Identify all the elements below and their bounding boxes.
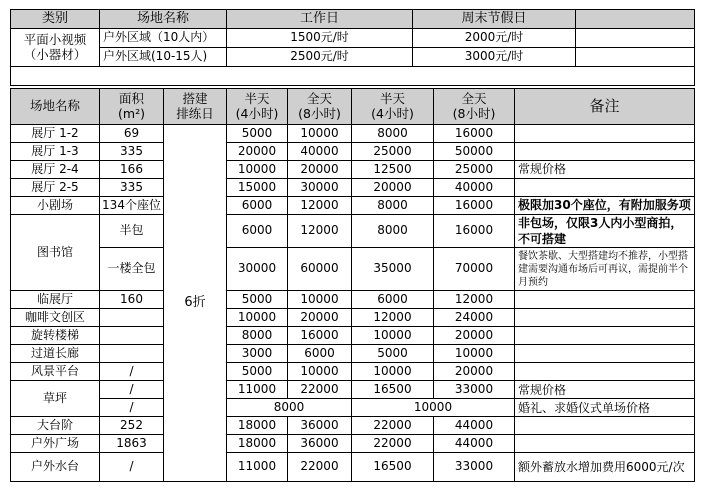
- table-row: [11, 248, 695, 291]
- price-cell: 30000: [288, 179, 352, 197]
- price-cell: 44000: [434, 435, 515, 453]
- header-category: 类别: [11, 10, 100, 29]
- price-cell: 16000: [434, 125, 515, 143]
- remark-cell: [515, 143, 695, 161]
- area-cell: 69: [100, 125, 164, 143]
- area-cell: 166: [100, 161, 164, 179]
- table-row: [11, 291, 695, 309]
- pricing-table-venues: [10, 88, 695, 482]
- price-cell: 16000: [434, 215, 515, 248]
- price-cell: 70000: [434, 248, 515, 291]
- price-cell: 3000: [227, 345, 288, 363]
- header-blank: [576, 10, 695, 29]
- price-cell: 11000: [227, 381, 288, 399]
- remark-cell: [515, 179, 695, 197]
- price-cell: 6000: [288, 345, 352, 363]
- price-cell: 36000: [288, 417, 352, 435]
- price-cell: 25000: [434, 161, 515, 179]
- remark-cell: [515, 417, 695, 435]
- table-row: [11, 125, 695, 143]
- remark-cell: 额外蓄放水增加费用6000元/次: [515, 453, 695, 482]
- price-cell: 10000: [434, 345, 515, 363]
- remark-cell: 常规价格: [515, 381, 695, 399]
- header-venue-name: 场地名称: [100, 10, 227, 29]
- area-cell: /: [100, 453, 164, 482]
- area-cell: 335: [100, 143, 164, 161]
- price-cell: 6000: [352, 291, 434, 309]
- area-cell: 252: [100, 417, 164, 435]
- price-cell: 16500: [352, 381, 434, 399]
- price-cell: 22000: [352, 435, 434, 453]
- table-row: [11, 363, 695, 381]
- price-cell: 12000: [288, 215, 352, 248]
- price-cell: 44000: [434, 417, 515, 435]
- price-cell: 10000: [352, 363, 434, 381]
- header-weekend-half: 半天 (4小时): [352, 89, 434, 125]
- price-cell: 8000: [352, 197, 434, 215]
- weekend-price: 3000元/时: [413, 48, 576, 67]
- spacer-cell: [11, 67, 695, 86]
- price-cell: 20000: [352, 179, 434, 197]
- header-remarks: 备注: [515, 89, 695, 125]
- table-row: [11, 345, 695, 363]
- price-cell: 25000: [352, 143, 434, 161]
- price-cell: 10000: [227, 161, 288, 179]
- price-cell: 10000: [352, 327, 434, 345]
- price-cell-merged: 10000: [352, 399, 515, 417]
- price-cell: 35000: [352, 248, 434, 291]
- price-cell: 10000: [288, 125, 352, 143]
- price-cell: 12000: [352, 309, 434, 327]
- header-weekday-full: 全天 (8小时): [288, 89, 352, 125]
- price-cell: 10000: [288, 291, 352, 309]
- price-cell: 18000: [227, 417, 288, 435]
- table-row: [11, 399, 695, 417]
- area-cell: 1863: [100, 435, 164, 453]
- area-cell: [100, 327, 164, 345]
- area-cell: 160: [100, 291, 164, 309]
- remark-cell: [515, 125, 695, 143]
- header-weekend-full: 全天 (8小时): [434, 89, 515, 125]
- venue-cell: 户外区域（10人内）: [100, 29, 227, 48]
- remark-cell: 常规价格: [515, 161, 695, 179]
- header-setup-day: 搭建 排练日: [164, 89, 227, 125]
- area-cell: /: [100, 363, 164, 381]
- price-cell: 11000: [227, 453, 288, 482]
- table-row: [11, 327, 695, 345]
- venue-cell: 过道长廊: [11, 345, 100, 363]
- price-cell: 15000: [227, 179, 288, 197]
- price-cell: 16000: [434, 197, 515, 215]
- remark-cell: 非包场，仅限3人内小型商拍，不可搭建: [515, 215, 695, 248]
- area-cell: /: [100, 399, 164, 417]
- area-cell: 一楼全包: [100, 248, 164, 291]
- table-row: [11, 435, 695, 453]
- area-cell: /: [100, 381, 164, 399]
- table-row: [11, 309, 695, 327]
- venue-cell: 展厅 1-3: [11, 143, 100, 161]
- venue-cell: 展厅 1-2: [11, 125, 100, 143]
- price-cell: 33000: [434, 381, 515, 399]
- price-cell: 12000: [288, 197, 352, 215]
- venue-cell: 旋转楼梯: [11, 327, 100, 345]
- category-cell: 平面小视频 （小器材）: [11, 29, 100, 67]
- price-cell: 5000: [227, 125, 288, 143]
- price-cell: 20000: [288, 161, 352, 179]
- venue-cell: 展厅 2-4: [11, 161, 100, 179]
- header-area: 面积 (m²): [100, 89, 164, 125]
- price-cell: 12000: [434, 291, 515, 309]
- price-cell: 30000: [227, 248, 288, 291]
- price-cell: 20000: [434, 327, 515, 345]
- setup-discount-cell: 6折: [164, 125, 227, 482]
- price-cell: 20000: [434, 363, 515, 381]
- venue-cell: 大台阶: [11, 417, 100, 435]
- remark-cell: [515, 309, 695, 327]
- weekend-price: 2000元/时: [413, 29, 576, 48]
- venue-cell: 展厅 2-5: [11, 179, 100, 197]
- header-row: [11, 89, 695, 125]
- venue-cell: 小剧场: [11, 197, 100, 215]
- weekday-price: 1500元/时: [227, 29, 413, 48]
- remark-cell: 婚礼、求婚仪式单场价格: [515, 399, 695, 417]
- price-cell: 18000: [227, 435, 288, 453]
- remark-cell: 极限加30个座位，有附加服务项: [515, 197, 695, 215]
- price-cell: 5000: [227, 363, 288, 381]
- area-cell: 134个座位: [100, 197, 164, 215]
- venue-cell: 临展厅: [11, 291, 100, 309]
- price-cell: 20000: [288, 309, 352, 327]
- price-cell: 8000: [352, 215, 434, 248]
- table-row: [11, 215, 695, 248]
- area-cell: [100, 309, 164, 327]
- header-weekend-holiday: 周末节假日: [413, 10, 576, 29]
- price-cell: 10000: [288, 363, 352, 381]
- empty-cell: [576, 48, 695, 67]
- price-cell: 5000: [352, 345, 434, 363]
- table-row: [11, 197, 695, 215]
- price-cell: 22000: [288, 453, 352, 482]
- venue-cell: 户外广场: [11, 435, 100, 453]
- table-row: [11, 417, 695, 435]
- area-cell: 半包: [100, 215, 164, 248]
- header-weekday-half: 半天 (4小时): [227, 89, 288, 125]
- venue-cell: 风景平台: [11, 363, 100, 381]
- price-cell: 8000: [227, 327, 288, 345]
- price-cell: 24000: [434, 309, 515, 327]
- price-cell: 6000: [227, 197, 288, 215]
- remark-cell: [515, 291, 695, 309]
- table-row: [11, 381, 695, 399]
- remark-cell: 餐饮茶歇、大型搭建均不推荐，小型搭建需要沟通布场后可再议，需提前半个月预约: [515, 248, 695, 291]
- remark-cell: [515, 363, 695, 381]
- price-cell: 12500: [352, 161, 434, 179]
- price-cell: 60000: [288, 248, 352, 291]
- price-cell: 5000: [227, 291, 288, 309]
- empty-cell: [576, 29, 695, 48]
- price-cell: 33000: [434, 453, 515, 482]
- price-cell: 16000: [288, 327, 352, 345]
- table-row: [11, 453, 695, 482]
- header-row: [11, 10, 695, 29]
- table-row: [11, 179, 695, 197]
- price-cell: 16500: [352, 453, 434, 482]
- header-venue-name: 场地名称: [11, 89, 100, 125]
- price-cell: 20000: [227, 143, 288, 161]
- venue-cell: 户外区域(10-15人): [100, 48, 227, 67]
- venue-cell: 户外水台: [11, 453, 100, 482]
- table-row: [11, 143, 695, 161]
- table-row: [11, 29, 695, 48]
- table-row: [11, 48, 695, 67]
- remark-cell: [515, 345, 695, 363]
- price-cell: 22000: [352, 417, 434, 435]
- venue-cell: 咖啡文创区: [11, 309, 100, 327]
- price-cell: 40000: [434, 179, 515, 197]
- venue-cell: 草坪: [11, 381, 100, 417]
- header-weekday: 工作日: [227, 10, 413, 29]
- remark-cell: [515, 435, 695, 453]
- price-cell: 8000: [352, 125, 434, 143]
- price-cell-merged: 8000: [227, 399, 352, 417]
- remark-cell: [515, 327, 695, 345]
- area-cell: [100, 345, 164, 363]
- price-cell: 50000: [434, 143, 515, 161]
- price-cell: 10000: [227, 309, 288, 327]
- table-row: [11, 161, 695, 179]
- weekday-price: 2500元/时: [227, 48, 413, 67]
- spacer-row: [11, 67, 695, 86]
- price-cell: 40000: [288, 143, 352, 161]
- venue-cell: 图书馆: [11, 215, 100, 291]
- price-cell: 22000: [288, 381, 352, 399]
- area-cell: 335: [100, 179, 164, 197]
- price-cell: 36000: [288, 435, 352, 453]
- price-cell: 6000: [227, 215, 288, 248]
- pricing-table-small-video: [10, 9, 695, 86]
